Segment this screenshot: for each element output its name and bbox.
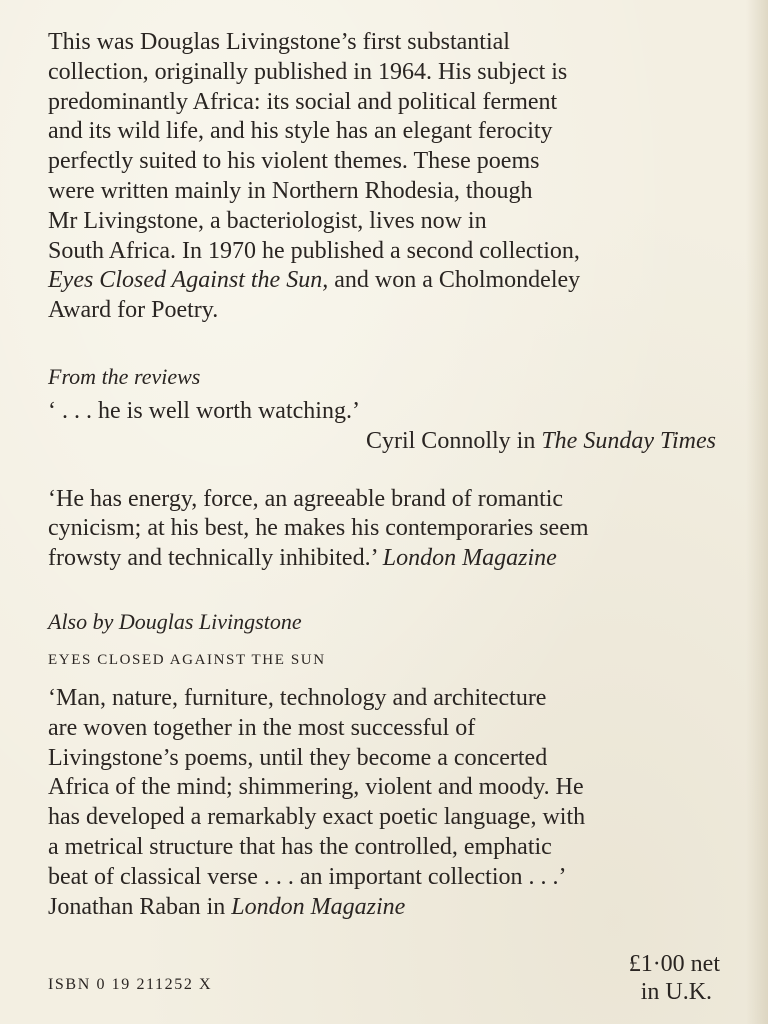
review-quote-1-attribution: [48, 427, 728, 457]
attribution-source: The Sunday Times: [541, 427, 716, 454]
blurb-line: Award for Poetry.: [48, 297, 219, 324]
price-amount: £1·00 net: [628, 951, 720, 977]
blurb-line: This was Douglas Livingstone’s first substantial: [48, 29, 510, 55]
book-title-italic: Eyes Closed Against the Sun,: [48, 267, 329, 294]
reviews-heading: From the reviews: [48, 363, 201, 389]
price-region: in U.K.: [640, 979, 713, 1005]
also-by-heading: Also by Douglas Livingstone: [48, 608, 302, 634]
quote-line: frowsty and technically inhibited.’: [48, 545, 383, 572]
attribution-source: London Magazine: [231, 893, 406, 920]
other-book-title: EYES CLOSED AGAINST THE SUN: [48, 651, 326, 668]
page-edge-shadow: [746, 0, 768, 1024]
blurb-line: Mr Livingstone, a bacteriologist, lives now in: [48, 207, 487, 234]
review-quote-2: [48, 485, 718, 574]
attribution-text: Jonathan Raban in: [48, 893, 232, 920]
blurb-line: South Africa. In 1970 he published a second collection,: [48, 237, 580, 264]
quote-line: Livingstone’s poems, until they become a concerted: [48, 744, 548, 771]
review-quote-1: ‘ . . . he is well worth watching.’: [48, 397, 360, 424]
cover-footer: [48, 950, 720, 1010]
attribution-source: London Magazine: [382, 545, 557, 572]
quote-line: ‘He has energy, force, an agreeable brand of romantic: [48, 485, 564, 512]
blurb-paragraph: [48, 28, 708, 326]
blurb-line: were written mainly in Northern Rhodesia, though: [48, 177, 533, 204]
quote-line: cynicism; at his best, he makes his contemporaries seem: [48, 515, 589, 542]
quote-line: ‘Man, nature, furniture, technology and architecture: [48, 684, 547, 711]
quote-line: has developed a remarkably exact poetic language, with: [48, 804, 586, 831]
blurb-line: collection, originally published in 1964. His subject is: [48, 58, 568, 85]
isbn-number: ISBN 0 19 211252 X: [48, 976, 213, 993]
blurb-line: and won a Cholmondeley: [328, 267, 581, 294]
blurb-line: perfectly suited to his violent themes. These poems: [48, 148, 540, 175]
quote-line: beat of classical verse . . . an important collection . . .’: [48, 863, 567, 890]
blurb-line: and its wild life, and his style has an elegant ferocity: [48, 118, 553, 145]
other-book-review: [48, 684, 720, 922]
quote-line: are woven together in the most successful of: [48, 714, 476, 741]
quote-line: a metrical structure that has the controlled, emphatic: [48, 833, 552, 860]
attribution-text: Cyril Connolly in: [365, 427, 542, 454]
price-block: [629, 950, 720, 1006]
quote-line: Africa of the mind; shimmering, violent and moody. He: [48, 774, 584, 801]
blurb-line: predominantly Africa: its social and political ferment: [48, 88, 558, 115]
